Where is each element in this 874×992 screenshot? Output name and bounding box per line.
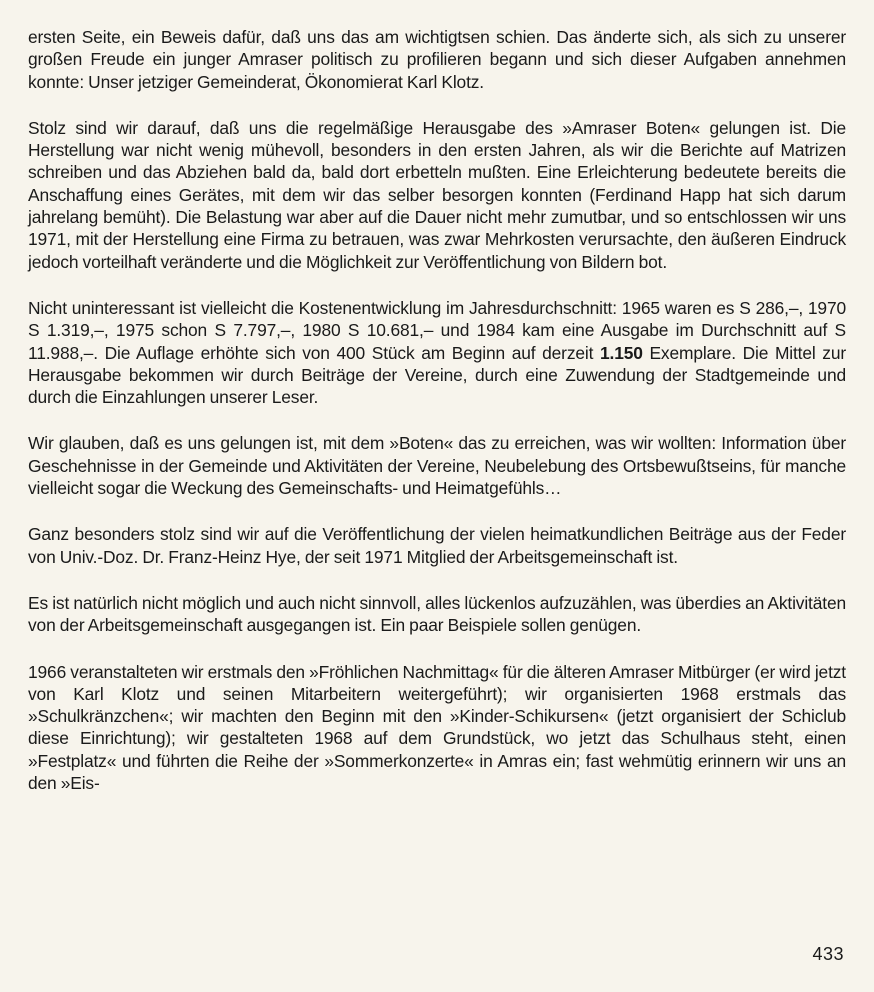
paragraph-5: Ganz besonders stolz sind wir auf die Veröffentlichung der vielen heimatkundlichen Beiträge aus der Feder von Univ.-Doz. Dr. Franz-Heinz Hye, der seit 1971 Mitglied der Arbeitsgemeinschaft ist. [28,524,846,567]
page-number: 433 [812,944,844,964]
paragraph-4: Wir glauben, daß es uns gelungen ist, mit dem »Boten« das zu erreichen, was wir wollten: Information über Geschehnisse in der Gemeinde und Aktivitäten der Vereine, Neubelebung des Ortsbewußtseins, für manche vielleicht sogar die Weckung des Gemeinschafts- und Heimatgefühls… [28,433,846,499]
paragraph-7: 1966 veranstalteten wir erstmals den »Fröhlichen Nachmittag« für die älteren Amraser Mitbürger (er wird jetzt von Karl Klotz und seinen Mitarbeitern weitergeführt); wir organisierten 1968 erstmals das »Schulkränzchen«; wir machten den Beginn mit den »Kinder-Schikursen« (jetzt organisiert der Schiclub diese Einrichtung); wir gestalteten 1968 auf dem Grundstück, wo jetzt das Schulhaus steht, einen »Festplatz« und führten die Reihe der »Sommerkonzerte« in Amras ein; fast wehmütig erinnern wir uns an den »Eis- [28,661,846,794]
paragraph-3-text-before: Nicht uninteressant ist vielleicht die Kostenentwicklung im Jahresdurchschnitt: 1965 waren es S 286,–, 1970 S 1.319,–, 1975 schon S 7.797,–, 1980 S 10.681,– und 1984 kam eine Ausgabe im Durchschnitt auf S 11.988,–. Die Auflage erhöhte sich von 400 Stück am Beginn auf derzeit [28,297,846,363]
paragraph-3 [28,297,846,408]
page-body [28,26,846,794]
paragraph-6: Es ist natürlich nicht möglich und auch nicht sinnvoll, alles lückenlos aufzuzählen, was überdies an Aktivitäten von der Arbeitsgemeinschaft ausgegangen ist. Ein paar Beispiele sollen genügen. [28,592,846,636]
print-run-count: 1.150 [599,342,643,363]
paragraph-3-text-after: Exemplare. Die Mittel zur Herausgabe bekommen wir durch Beiträge der Vereine, durch eine Zuwendung der Stadtgemeinde und durch die Einzahlungen unserer Leser. [28,342,847,408]
paragraph-1: ersten Seite, ein Beweis dafür, daß uns das am wichtigtsen schien. Das änderte sich, als sich zu unserer großen Freude ein junger Amraser politisch zu profilieren begann und sich dieser Aufgaben annehmen konnte: Unser jetziger Gemeinderat, Ökonomierat Karl Klotz. [28,27,846,92]
paragraph-2: Stolz sind wir darauf, daß uns die regelmäßige Herausgabe des »Amraser Boten« gelungen ist. Die Herstellung war nicht wenig mühevoll, besonders in den ersten Jahren, als wir die Berichte auf Matrizen schreiben und das Abziehen bald da, bald dort erbetteln mußten. Eine Erleichterung bedeutete bereits die Anschaffung eines Gerätes, mit dem wir das selber besorgen konnten (Ferdinand Happ hat sich darum jahrelang bemüht). Die Belastung war aber auf die Dauer nicht mehr zumutbar, und so entschlossen wir uns 1971, mit der Herstellung eine Firma zu betrauen, was zwar Mehrkosten verursachte, den äußeren Eindruck jedoch vorteilhaft veränderte und die Möglichkeit zur Veröffentlichung von Bildern bot. [28,117,846,272]
